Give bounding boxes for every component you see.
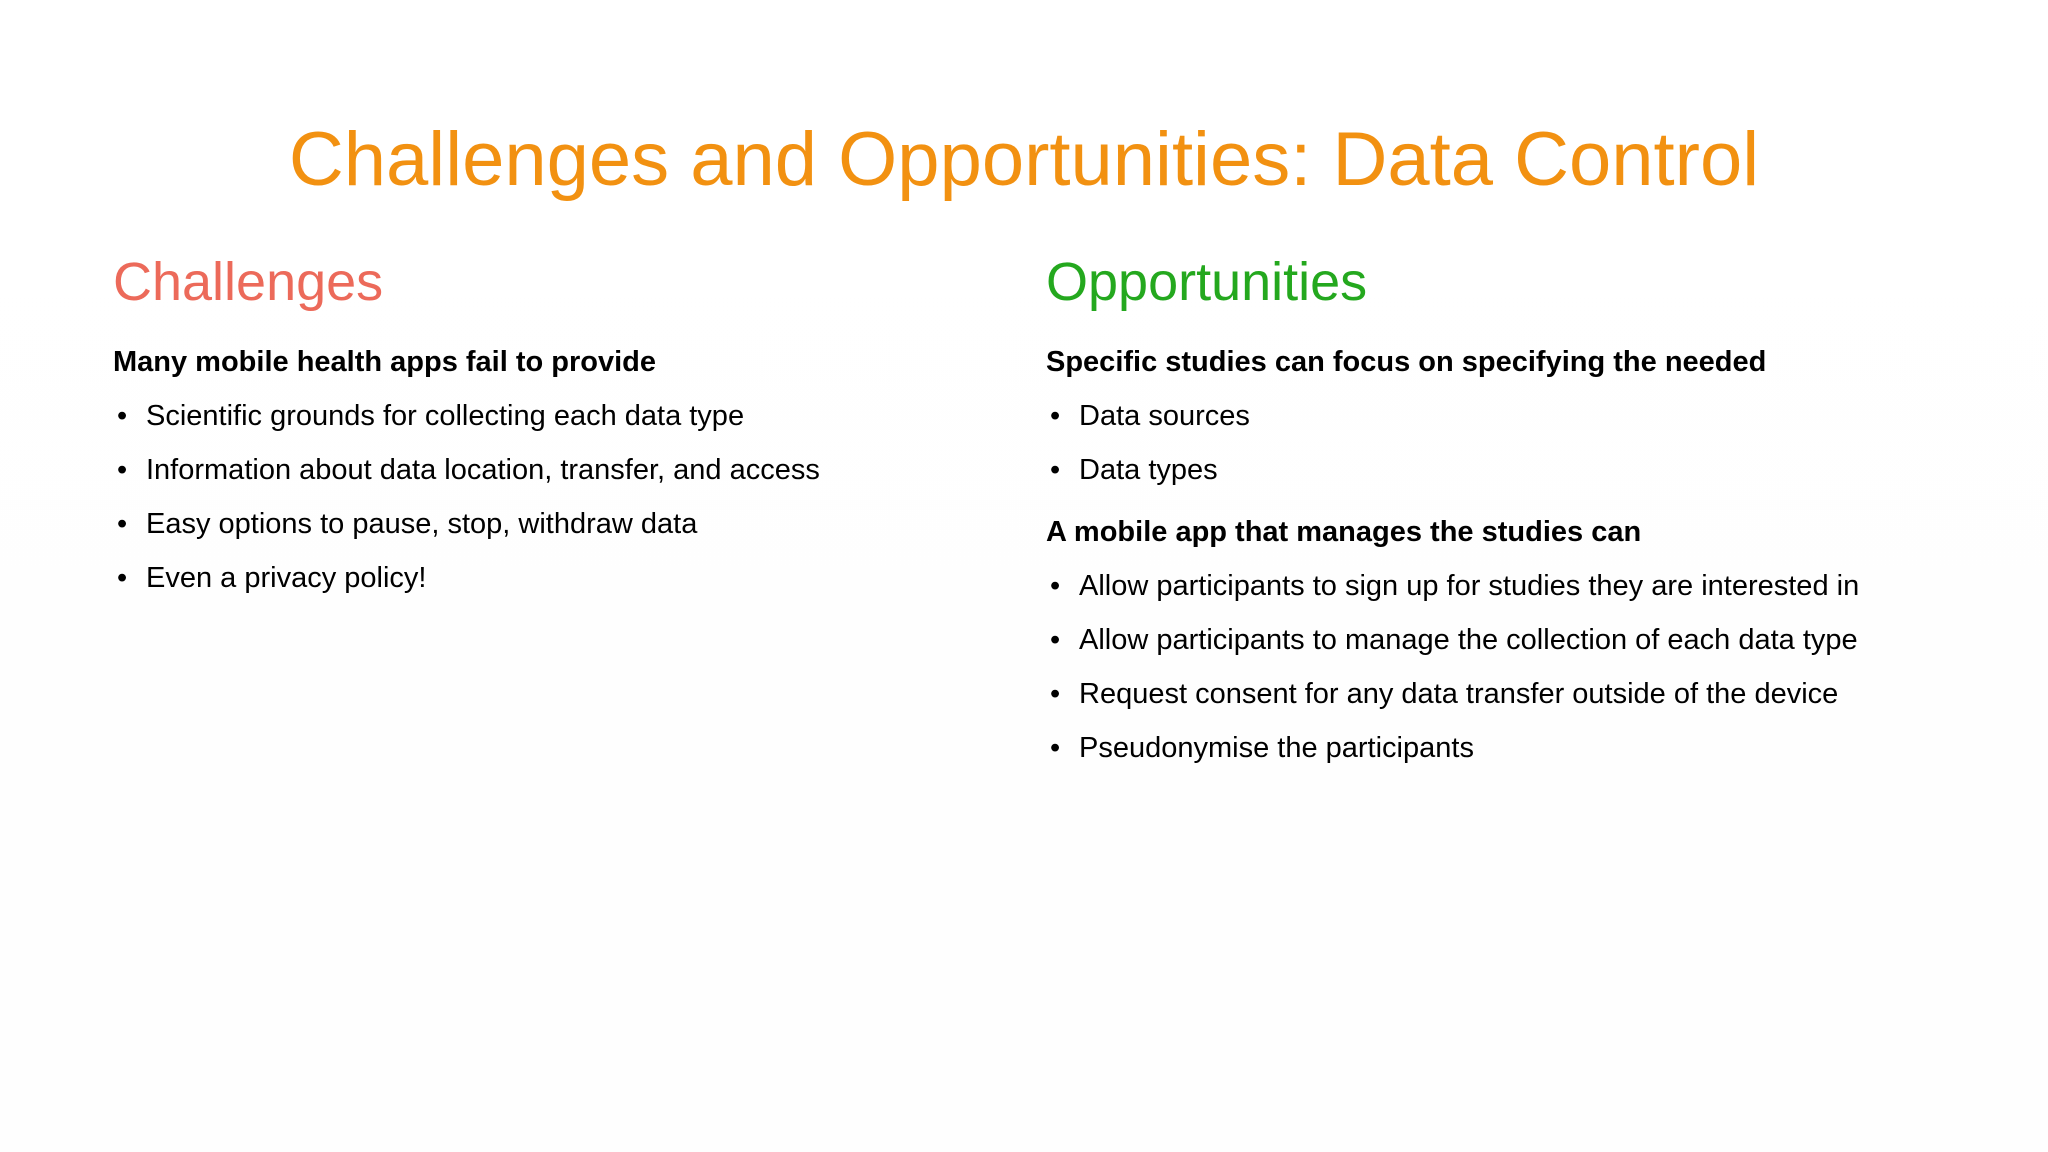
bullet-glyph: • bbox=[1050, 400, 1061, 432]
bullet-glyph: • bbox=[1050, 454, 1061, 486]
opportunities-heading: Opportunities bbox=[1046, 252, 1368, 312]
bullet-glyph: • bbox=[1050, 624, 1061, 656]
list-item-text: Allow participants to manage the collection of each data type bbox=[1079, 624, 1858, 656]
bullet-glyph: • bbox=[117, 454, 128, 486]
opportunities-lead-studies: Specific studies can focus on specifying the needed bbox=[1046, 346, 1767, 378]
challenges-lead: Many mobile health apps fail to provide bbox=[113, 346, 657, 378]
list-item bbox=[1046, 674, 2006, 714]
opportunities-lead-app: A mobile app that manages the studies can bbox=[1046, 516, 1642, 548]
bullet-glyph: • bbox=[117, 508, 128, 540]
challenges-heading: Challenges bbox=[113, 252, 384, 312]
list-item-text: Request consent for any data transfer outside of the device bbox=[1079, 678, 1839, 710]
list-item bbox=[1046, 728, 2006, 768]
list-item bbox=[1046, 450, 2006, 490]
slide-title: Challenges and Opportunities: Data Control bbox=[288, 117, 1760, 202]
list-item-text: Even a privacy policy! bbox=[146, 562, 427, 594]
list-item bbox=[113, 450, 983, 490]
opportunities-column bbox=[1046, 240, 2006, 768]
list-item bbox=[113, 558, 983, 598]
list-item-text: Data types bbox=[1079, 454, 1218, 486]
list-item bbox=[1046, 396, 2006, 436]
challenges-list bbox=[113, 396, 983, 598]
list-item bbox=[113, 504, 983, 544]
list-item bbox=[1046, 620, 2006, 660]
list-item-text: Data sources bbox=[1079, 400, 1250, 432]
challenges-column bbox=[113, 240, 983, 598]
list-item-text: Information about data location, transfer, and access bbox=[146, 454, 820, 486]
list-item-text: Easy options to pause, stop, withdraw data bbox=[146, 508, 698, 540]
list-item bbox=[113, 396, 983, 436]
opportunities-list-studies bbox=[1046, 396, 2006, 490]
bullet-glyph: • bbox=[117, 400, 128, 432]
list-item-text: Scientific grounds for collecting each data type bbox=[146, 400, 745, 432]
bullet-glyph: • bbox=[117, 562, 128, 594]
bullet-glyph: • bbox=[1050, 732, 1061, 764]
opportunities-list-app bbox=[1046, 566, 2006, 768]
list-item bbox=[1046, 566, 2006, 606]
list-item-text: Pseudonymise the participants bbox=[1079, 732, 1474, 764]
list-item-text: Allow participants to sign up for studies they are interested in bbox=[1079, 570, 1860, 602]
bullet-glyph: • bbox=[1050, 570, 1061, 602]
bullet-glyph: • bbox=[1050, 678, 1061, 710]
